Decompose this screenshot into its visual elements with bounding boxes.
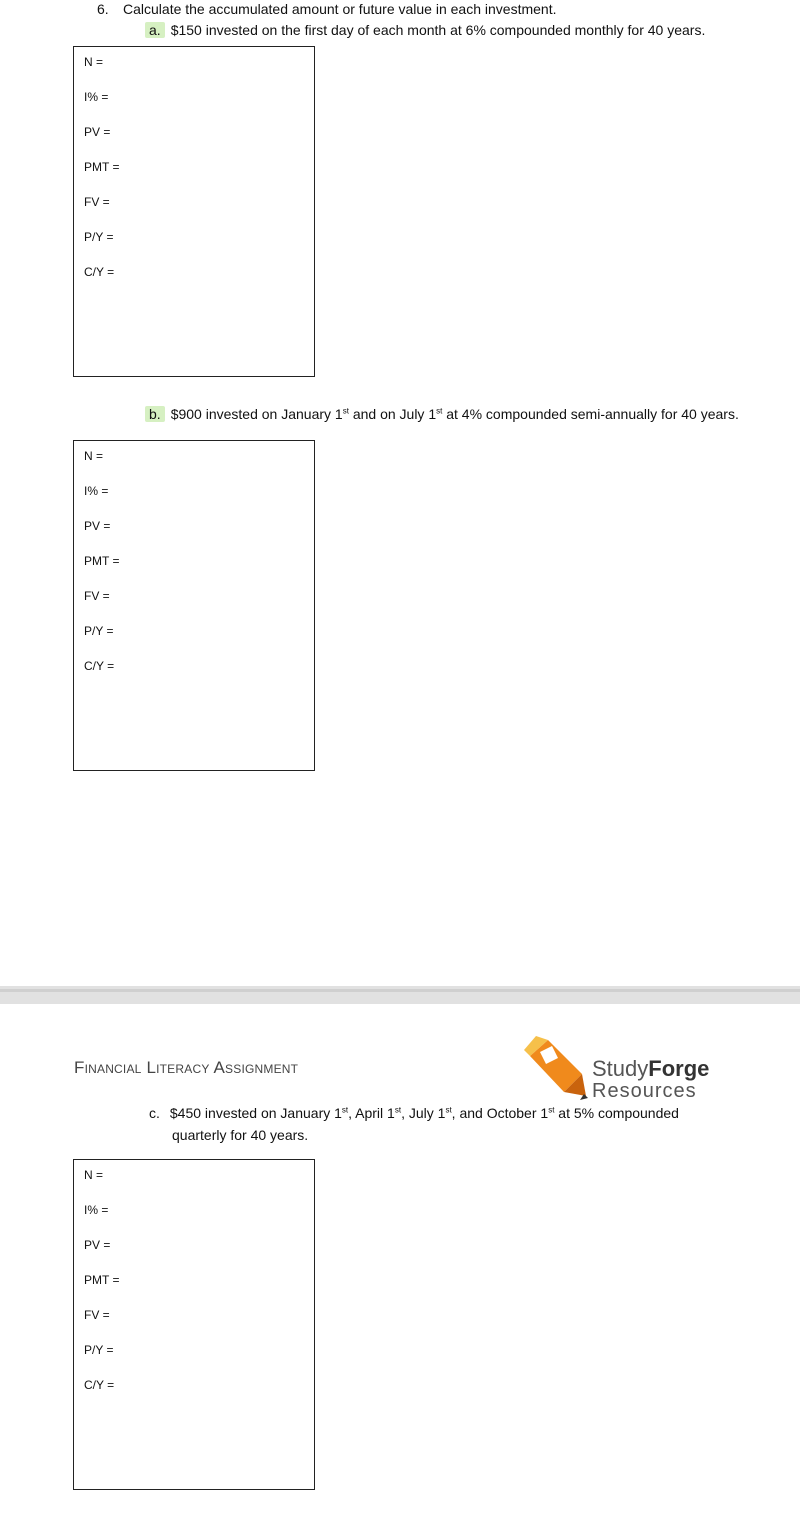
part-c-text-line1: $450 invested on January 1st, April 1st, July 1st, and October 1st at 5% compounded xyxy=(169,1105,679,1121)
variable-label: C/Y = xyxy=(84,265,115,279)
assignment-title xyxy=(74,1058,298,1078)
variable-label: PV = xyxy=(84,1238,111,1252)
variable-label: I% = xyxy=(84,1203,109,1217)
variable-label: FV = xyxy=(84,589,110,603)
variable-label: FV = xyxy=(84,1308,110,1322)
assignment-title-text: Financial Literacy Assignment xyxy=(74,1058,299,1077)
variable-label: C/Y = xyxy=(84,659,115,673)
variable-label: PV = xyxy=(84,125,111,139)
variable-label: PMT = xyxy=(84,1273,120,1287)
variable-label: C/Y = xyxy=(84,1378,115,1392)
question-number: 6. xyxy=(97,1,109,17)
page-break-line xyxy=(0,989,800,992)
part-b-letter: b. xyxy=(145,406,165,422)
variable-label: P/Y = xyxy=(84,230,114,244)
logo-word-study: Study xyxy=(592,1056,649,1081)
part-a-letter: a. xyxy=(145,22,165,38)
logo-text-line1 xyxy=(592,1056,709,1082)
part-c-line2: quarterly for 40 years. xyxy=(172,1127,309,1143)
part-a-text: $150 invested on the first day of each month at 6% compounded monthly for 40 years. xyxy=(170,22,706,38)
variable-label: I% = xyxy=(84,484,109,498)
part-c xyxy=(145,1105,679,1121)
variable-label: N = xyxy=(84,55,104,69)
answer-box-a[interactable] xyxy=(73,46,315,377)
logo-text-line2: Resources xyxy=(592,1080,697,1102)
logo-word-forge: Forge xyxy=(648,1056,710,1081)
variable-label: P/Y = xyxy=(84,1343,114,1357)
answer-box-c[interactable] xyxy=(73,1159,315,1490)
variable-label: PV = xyxy=(84,519,111,533)
answer-box-b[interactable] xyxy=(73,440,315,771)
pencil-logo-icon xyxy=(524,1036,588,1100)
variable-label: P/Y = xyxy=(84,624,114,638)
variable-label: FV = xyxy=(84,195,110,209)
part-b xyxy=(145,406,739,422)
variable-label: I% = xyxy=(84,90,109,104)
variable-label: N = xyxy=(84,449,104,463)
variable-label: N = xyxy=(84,1168,104,1182)
part-c-letter: c. xyxy=(149,1105,160,1121)
variable-label: PMT = xyxy=(84,554,120,568)
question-text: Calculate the accumulated amount or future value in each investment. xyxy=(123,1,557,17)
variable-label: PMT = xyxy=(84,160,120,174)
part-a xyxy=(145,22,705,38)
part-b-text: $900 invested on January 1st and on July 1st at 4% compounded semi-annually for 40 years. xyxy=(170,406,739,422)
